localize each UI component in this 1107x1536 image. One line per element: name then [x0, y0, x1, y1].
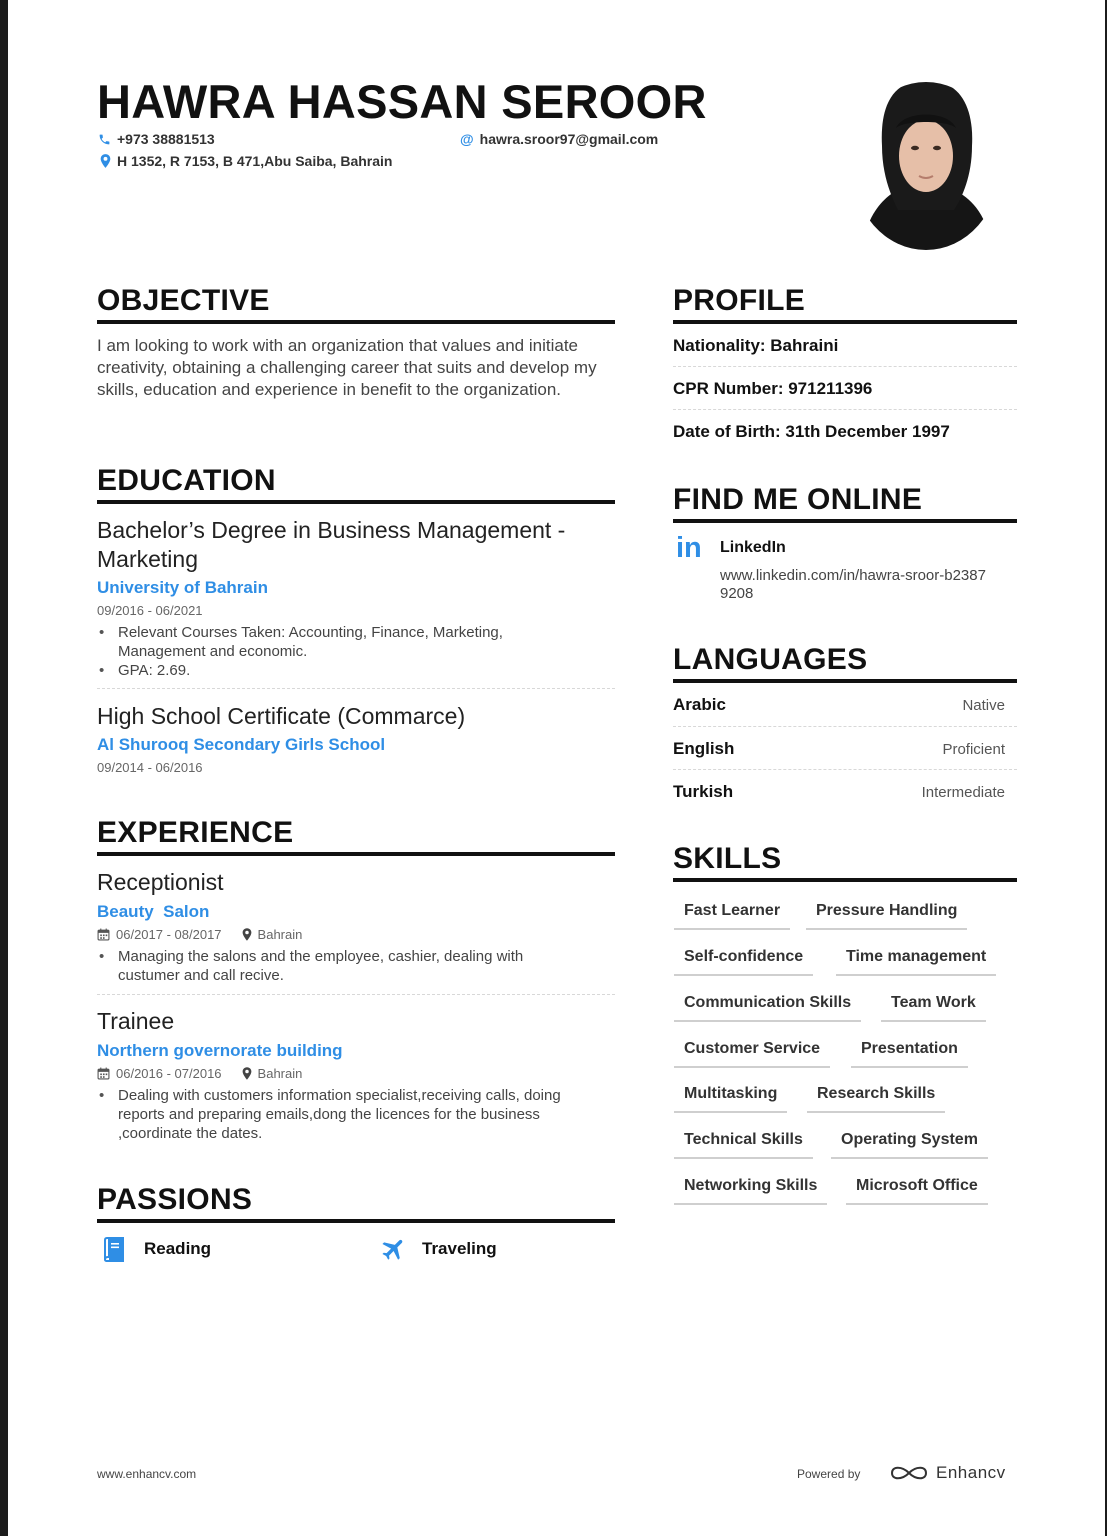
- job-bullets: [97, 1086, 607, 1143]
- divider: [97, 994, 615, 995]
- online-network: LinkedIn: [720, 539, 786, 556]
- job-location: Bahrain: [257, 1066, 303, 1081]
- powered-by: Powered by: [797, 1467, 861, 1481]
- at-icon: @: [460, 131, 474, 147]
- linkedin-url[interactable]: www.linkedin.com/in/hawra-sroor-b23879208: [720, 567, 986, 602]
- divider: [673, 726, 1017, 727]
- address-line: [100, 153, 392, 169]
- passion-reading: Reading: [144, 1239, 212, 1258]
- airplane-icon: [380, 1235, 408, 1263]
- list-item: • Managing the salons and the employee, cashier, dealing with custumer and call recive.: [97, 947, 577, 985]
- passions-title: PASSIONS: [97, 1183, 253, 1216]
- online-rule: [673, 519, 1017, 523]
- calendar-icon: [97, 1067, 110, 1080]
- list-item: • Dealing with customers information specialist,receiving calls, doing reports and preparing emails,dong the licences for the business ,coordinate the dates.: [97, 1086, 607, 1143]
- language-level: Intermediate: [921, 784, 1005, 801]
- company-name: Northern governorate building: [97, 1041, 343, 1060]
- education-dates: [97, 603, 203, 618]
- education-dates: [97, 760, 203, 775]
- skill-tag: Technical Skills: [674, 1131, 813, 1159]
- skill-tag: Customer Service: [674, 1040, 830, 1068]
- date-of-birth: Date of Birth: 31th December 1997: [673, 422, 950, 441]
- skill-tag: Pressure Handling: [806, 902, 967, 930]
- phone-number: +973 38881513: [117, 131, 215, 147]
- footer-site[interactable]: www.enhancv.com: [97, 1467, 197, 1481]
- experience-title: EXPERIENCE: [97, 816, 294, 849]
- school-name: Al Shurooq Secondary Girls School: [97, 735, 386, 754]
- email-address[interactable]: hawra.sroor97@gmail.com: [479, 131, 659, 147]
- education-bullets: [97, 623, 567, 680]
- languages-title: LANGUAGES: [673, 643, 868, 676]
- skill-tag: Self-confidence: [674, 948, 813, 976]
- degree-title: Bachelor’s Degree in Business Management - Marketing: [97, 517, 566, 572]
- language-level: Proficient: [942, 741, 1005, 758]
- candidate-name: HAWRA HASSAN SEROOR: [97, 75, 707, 128]
- skill-tag: Research Skills: [807, 1085, 945, 1113]
- education-title: EDUCATION: [97, 464, 276, 497]
- objective-text: I am looking to work with an organization that values and initiate creativity, obtaining a challenging career that suits and develop my skills, education and experience in benefit to the organization.: [97, 336, 597, 399]
- passion-traveling: Traveling: [422, 1239, 497, 1258]
- language-level: Native: [962, 697, 1005, 714]
- date-range: 09/2016 - 06/2021: [97, 603, 203, 618]
- phone-line: [98, 131, 215, 147]
- job-location: Bahrain: [257, 927, 303, 942]
- email-line: [460, 131, 658, 147]
- linkedin-icon: in: [676, 532, 702, 564]
- job-meta: [97, 927, 302, 942]
- cpr-number: CPR Number: 971211396: [673, 379, 873, 398]
- location-pin-icon: [100, 154, 111, 168]
- objective-title: OBJECTIVE: [97, 284, 270, 317]
- skill-tag: Networking Skills: [674, 1177, 827, 1205]
- education-rule: [97, 500, 615, 504]
- enhancv-logo-icon: [890, 1463, 928, 1483]
- profile-rule: [673, 320, 1017, 324]
- experience-rule: [97, 852, 615, 856]
- location-pin-icon: [242, 928, 252, 941]
- resume-page: [8, 0, 1105, 1536]
- location-pin-icon: [242, 1067, 252, 1080]
- divider: [673, 769, 1017, 770]
- enhancv-brand: Enhancv: [936, 1463, 1006, 1482]
- address-text: H 1352, R 7153, B 471,Abu Saiba, Bahrain: [117, 153, 393, 169]
- skill-tag: Time management: [836, 948, 996, 976]
- skills-rule: [673, 878, 1017, 882]
- company-name: Beauty Salon: [97, 902, 210, 921]
- phone-icon: [98, 133, 111, 146]
- language-name: English: [673, 739, 735, 758]
- skill-tag: Team Work: [881, 994, 986, 1022]
- date-range: 06/2017 - 08/2017: [116, 927, 222, 942]
- language-name: Arabic: [673, 695, 726, 714]
- date-range: 06/2016 - 07/2016: [116, 1066, 222, 1081]
- divider: [673, 409, 1017, 410]
- job-title: Trainee: [97, 1008, 175, 1034]
- skill-tag: Communication Skills: [674, 994, 861, 1022]
- skill-tag: Microsoft Office: [846, 1177, 988, 1205]
- skill-tag: Presentation: [851, 1040, 968, 1068]
- skills-title: SKILLS: [673, 842, 782, 875]
- profile-photo: [852, 76, 1000, 250]
- skill-tag: Fast Learner: [674, 902, 790, 930]
- divider: [97, 688, 615, 689]
- skill-tag: Multitasking: [674, 1085, 787, 1113]
- passions-rule: [97, 1219, 615, 1223]
- online-title: FIND ME ONLINE: [673, 483, 923, 516]
- job-bullets: [97, 947, 577, 985]
- list-item: • Relevant Courses Taken: Accounting, Finance, Marketing, Management and economic.: [97, 623, 567, 661]
- objective-rule: [97, 320, 615, 324]
- job-title: Receptionist: [97, 869, 224, 895]
- list-item: • GPA: 2.69.: [97, 661, 567, 680]
- languages-rule: [673, 679, 1017, 683]
- calendar-icon: [97, 928, 110, 941]
- school-name: University of Bahrain: [97, 578, 268, 597]
- date-range: 09/2014 - 06/2016: [97, 760, 203, 775]
- skill-tag: Operating System: [831, 1131, 988, 1159]
- book-icon: [100, 1235, 128, 1263]
- language-name: Turkish: [673, 782, 734, 801]
- nationality: Nationality: Bahraini: [673, 336, 839, 355]
- job-meta: [97, 1066, 302, 1081]
- divider: [673, 366, 1017, 367]
- degree-title: High School Certificate (Commarce): [97, 703, 466, 729]
- profile-title: PROFILE: [673, 284, 806, 317]
